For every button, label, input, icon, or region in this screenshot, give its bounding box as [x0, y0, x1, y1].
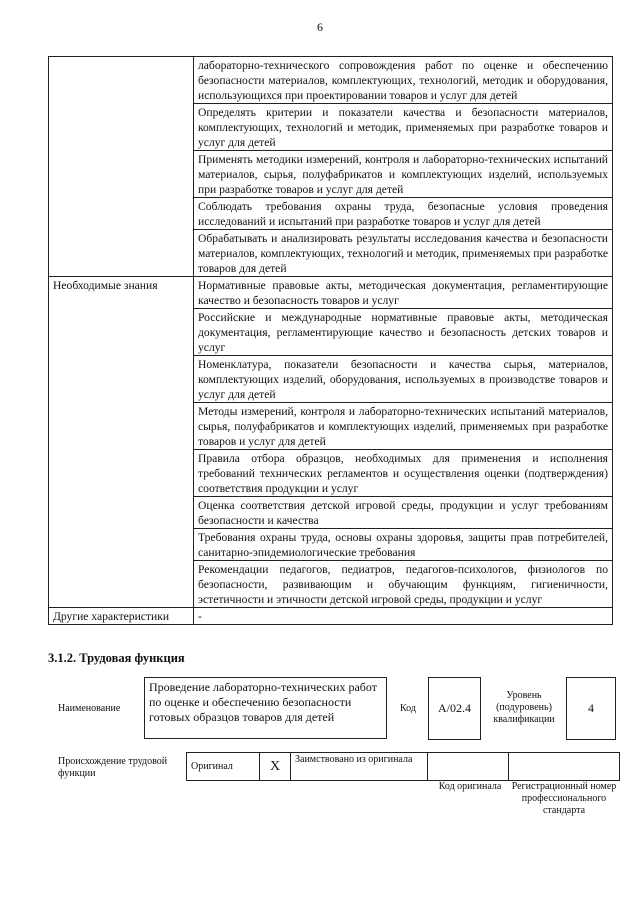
row-label-empty — [49, 57, 194, 277]
table-cell: Обрабатывать и анализировать результаты исследования качества и безопасности материалов, комплектующих, технологий и методик, применяемых при разработке товаров для детей — [194, 230, 613, 277]
level-value-box: 4 — [566, 677, 616, 740]
code-caption: Код оригинала — [438, 781, 502, 792]
table-cell: Определять критерии и показатели качества и безопасности материалов, комплектующих, технологий и методик, применяемых при разработке товаров и услуг для детей — [194, 104, 613, 151]
function-name-box: Проведение лабораторно-технических работ по оценке и обеспечению безопасности готовых образцов товаров для детей — [144, 677, 387, 739]
table-row — [49, 608, 613, 625]
table-cell: Правила отбора образцов, необходимых для применения и исполнения требований технических регламентов и осуществления оценки (подтверждения) соответствия продукции и услуг — [194, 450, 613, 497]
table-cell: - — [194, 608, 613, 625]
borrowed-label: Заимствовано из оригинала — [291, 753, 428, 781]
page-number: 6 — [317, 20, 323, 34]
code-value-box: А/02.4 — [428, 677, 481, 740]
row-label-knowledge: Необходимые знания — [49, 277, 194, 608]
table-cell: Применять методики измерений, контроля и лабораторно-технических испытаний материалов, сырья, полуфабрикатов и комплектующих изделий, используемых при разработке товаров и услуг для детей — [194, 151, 613, 198]
registration-number-cell — [509, 753, 620, 781]
original-label: Оригинал — [187, 753, 260, 781]
competency-table — [48, 56, 613, 625]
table-row — [49, 57, 613, 104]
table-cell: Номенклатура, показатели безопасности и качества сырья, материалов, комплектующих изделий, оборудования, используемых в производстве товаров и услуг для детей — [194, 356, 613, 403]
table-cell: Нормативные правовые акты, методическая документация, регламентирующие качество и безопасность товаров и услуг — [194, 277, 613, 309]
table-cell: Соблюдать требования охраны труда, безопасные условия проведения исследований и испытаний при разработке товаров и услуг для детей — [194, 198, 613, 230]
table-cell: Методы измерений, контроля и лабораторно-технических испытаний материалов, сырья, полуфабрикатов и комплектующих изделий, применяемых при разработке товаров и услуг для детей — [194, 403, 613, 450]
origin-code-cell — [428, 753, 509, 781]
code-label: Код — [400, 703, 416, 714]
origin-label: Происхождение трудовой функции — [58, 756, 168, 779]
table-row — [187, 753, 620, 781]
name-label: Наименование — [58, 703, 121, 714]
section-title: 3.1.2. Трудовая функция — [48, 651, 185, 665]
table-cell: лабораторно-технического сопровождения работ по оценке и обеспечению безопасности материалов, комплектующих, технологий, методик и оборудования, использующихся при проектировании товаров и услуг для детей — [194, 57, 613, 104]
registration-caption: Регистрационный номер профессионального стандарта — [511, 781, 617, 816]
origin-table — [186, 752, 620, 781]
table-cell: Российские и международные нормативные правовые акты, методическая документация, регламентирующие качество и безопасность детских товаров и услуг — [194, 309, 613, 356]
row-label-other: Другие характеристики — [49, 608, 194, 625]
table-cell: Рекомендации педагогов, педиатров, педагогов-психологов, физиологов по безопасности, развивающим и обучающим функциям, гигиеничности, эстетичности и этичности детской игровой среды, продукции и услуг — [194, 561, 613, 608]
table-cell: Оценка соответствия детской игровой среды, продукции и услуг требованиям безопасности и качества — [194, 497, 613, 529]
table-row — [49, 277, 613, 309]
original-mark: X — [260, 753, 291, 781]
level-label: Уровень (подуровень) квалификации — [493, 690, 555, 725]
table-cell: Требования охраны труда, основы охраны здоровья, защиты прав потребителей, санитарно-эпидемиологические требования — [194, 529, 613, 561]
